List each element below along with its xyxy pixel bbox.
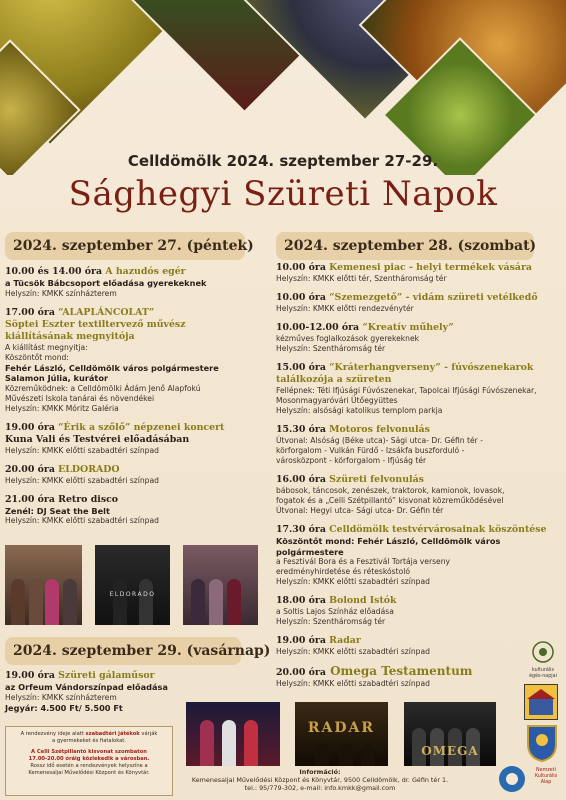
- event-name: A hazudós egér: [105, 266, 186, 277]
- event-testvervarosok: [276, 524, 558, 587]
- event-name: Szüreti gálaműsor: [58, 670, 155, 681]
- event-name: Celldömölk testvérvárosainak köszöntése: [329, 524, 547, 535]
- route: városközpont - körforgalom - Ifjúság tér: [276, 456, 427, 465]
- event-name: Motoros felvonulás: [329, 424, 430, 435]
- notice-text: A rendezvény ideje alatt: [20, 731, 86, 737]
- event-kreativ-muhely: [276, 322, 558, 354]
- exhibition-opener: Salamon Júlia, kurátor: [5, 373, 108, 383]
- event-time: 20.00 óra: [276, 667, 326, 678]
- day-heading-saturday: 2024. szeptember 28. (szombat): [276, 232, 534, 260]
- event-kemenesi-piac: [276, 262, 558, 284]
- nka-icon: [497, 764, 527, 794]
- event-dates: Celldömölk 2024. szeptember 27-29.: [127, 152, 439, 170]
- event-detail: Kuna Vali és Testvérei előadásában: [5, 433, 190, 445]
- header-photo-collage: [0, 0, 566, 175]
- event-detail: bábosok, táncosok, zenészek, traktorok, kamionok, lovasok,: [276, 486, 505, 495]
- contact-info: [170, 768, 470, 792]
- event-venue: Helyszín: KMKK előtti szabadtéri színpad: [276, 679, 430, 688]
- event-kraterhangverseny: [276, 362, 558, 416]
- eldorado-caption: ELDORADO: [109, 591, 156, 598]
- event-name: “Szemezgető” - vidám szüreti vetélkedő: [329, 292, 538, 303]
- event-venue: Helyszín: KMKK előtti szabadtéri színpad: [5, 475, 159, 485]
- band-photo-eldorado: [95, 545, 170, 625]
- page-title: Sághegyi Szüreti Napok: [68, 174, 498, 214]
- logo-text: kulturális: [531, 668, 554, 673]
- route: Útvonal: Alsóság (Béke utca)- Sági utca- Dr. Géfin tér -: [276, 436, 483, 445]
- greeting-speaker: Köszöntőt mond: Fehér László, Celldömölk város: [276, 536, 501, 546]
- event-detail: az Orfeum Vándorszínpad előadása: [5, 682, 168, 692]
- ticket-price: Jegyár: 4.500 Ft/ 5.500 Ft: [5, 702, 123, 713]
- notice-text: Rossz idő esetén a rendezvények helyszíne a: [30, 763, 148, 769]
- friday-events: [5, 266, 270, 534]
- event-szemezgeto: [276, 292, 558, 314]
- logo-text: Alap: [540, 780, 552, 785]
- event-omega-testamentum: [276, 665, 558, 689]
- event-name: “Kreatív műhely”: [362, 322, 454, 333]
- event-venue: Helyszín: KMKK színházterem: [5, 288, 117, 298]
- event-radar: [276, 635, 558, 657]
- kulturalis-orokseg-logo: [525, 640, 561, 680]
- event-name: Retro disco: [58, 493, 119, 505]
- logo-text: Kulturális: [534, 774, 558, 779]
- greeting-label: Köszöntőt mond:: [5, 352, 69, 362]
- event-detail: Fellépnek: Téti Ifjúsági Fúvószenekar, Tapolcai Ifjúsági Fúvószenekar,: [276, 386, 537, 395]
- celldomolk-crest: [526, 724, 558, 762]
- day-heading-sunday: 2024. szeptember 29. (vasárnap): [5, 637, 241, 665]
- notice-text: Kemenesaljai Művelődési Központ és Könyvtár.: [28, 770, 150, 776]
- greeting-speaker: Fehér László, Celldömölk város polgármestere: [5, 362, 219, 373]
- event-time: 10.00 óra: [276, 262, 326, 273]
- nka-logo-text: [528, 768, 564, 786]
- logo-text: égés-napjai: [529, 674, 557, 679]
- event-venue: Helyszín: KMKK előtti tér, Szentháromság tér: [276, 274, 447, 283]
- event-time: 21.00 óra: [5, 493, 55, 505]
- greeting-speaker: polgármestere: [276, 546, 344, 557]
- day-heading-friday: 2024. szeptember 27. (péntek): [5, 232, 245, 260]
- event-motoros-felvonulas: [276, 424, 558, 466]
- event-detail: eredményhirdetése és réteskóstoló: [276, 567, 410, 576]
- info-contact: tel.: 95/779-302, e-mail: info.kmkk@gmail.com: [244, 784, 396, 792]
- event-time: 17.00 óra: [5, 306, 55, 318]
- event-time: 10.00 és 14.00 óra: [5, 266, 103, 277]
- omega-caption: OMEGA: [421, 744, 479, 758]
- event-time: 18.00 óra: [276, 595, 326, 606]
- event-alaplancolat: [5, 307, 270, 414]
- route: Útvonal: Hegyi utca- Sági utca- Dr. Géfin tér: [276, 506, 444, 515]
- event-eldorado: [5, 464, 270, 486]
- event-name: Omega Testamentum: [330, 664, 473, 678]
- event-name: Bolond Istók: [329, 595, 397, 606]
- info-label: Információ:: [299, 768, 341, 776]
- contributors: Közreműködnek: a Celldömölki Ádám Jenő Alapfokú: [5, 383, 201, 393]
- radar-band-photo: [295, 702, 388, 766]
- event-venue: Helyszín: KMKK előtti rendezvénytér: [276, 304, 414, 313]
- event-venue: Helyszín: KMKK színházterem: [5, 692, 117, 702]
- event-time: 19.00 óra: [5, 421, 55, 433]
- notice-train: 17.00-20.00 óráig közlekedik a városban.: [28, 756, 150, 762]
- exhibition-opener-label: A kiállítást megnyitja:: [5, 342, 88, 352]
- event-detail: a Soltis Lajos Színház előadása: [276, 607, 394, 616]
- band-photo-kuna-vali: [5, 545, 82, 625]
- event-venue: Helyszín: KMKK Móritz Galéria: [5, 403, 119, 413]
- event-venue: Helyszín: alsósági katolikus templom parkja: [276, 406, 443, 415]
- event-retro-disco: [5, 494, 270, 527]
- logo-text: Nemzeti: [536, 768, 556, 773]
- event-venue: Helyszín: KMKK előtti szabadtéri színpad: [276, 577, 430, 586]
- building-icon: [525, 685, 557, 719]
- event-detail: Söptei Eszter textiltervező művész: [5, 318, 186, 330]
- coat-of-arms-icon: [526, 724, 558, 762]
- saturday-events: [276, 262, 558, 697]
- info-notice-box: [5, 726, 173, 796]
- event-time: 10.00-12.00 óra: [276, 322, 360, 333]
- event-bolond-istok: [276, 595, 558, 627]
- notice-text: a gyermekeket és fiatalokat.: [52, 738, 126, 744]
- event-venue: Helyszín: KMKK előtti szabadtéri színpad: [276, 647, 430, 656]
- event-name: ELDORADO: [58, 463, 120, 475]
- event-name: “Kráterhangverseny” - fúvószenekarok: [329, 362, 534, 373]
- event-erik-a-szolo: [5, 422, 270, 456]
- nka-logo-circle: [497, 764, 527, 794]
- event-detail: Mosonmagyaróvári Ütőegyüttes: [276, 396, 398, 405]
- event-name: Szüreti felvonulás: [329, 474, 424, 485]
- event-time: 15.00 óra: [276, 362, 326, 373]
- event-time: 17.30 óra: [276, 524, 326, 535]
- event-detail: kézműves foglalkozások gyerekeknek: [276, 334, 420, 343]
- event-detail: fogatok és a „Celli Szétpillantó” kisvonat közreműködésével: [276, 496, 504, 505]
- event-name: Radar: [329, 635, 361, 646]
- info-address: Kemenesaljai Művelődési Központ és Könyvtár, 9500 Celldömölk, dr. Géfin tér 1.: [191, 776, 449, 784]
- event-name: “ALAPLÁNCOLAT”: [58, 306, 155, 318]
- notice-text: várják: [139, 731, 158, 737]
- radar-caption: RADAR: [307, 720, 376, 736]
- notice-highlight: szabadtéri játékok: [85, 731, 140, 737]
- event-time: 20.00 óra: [5, 463, 55, 475]
- event-detail: Zenél: DJ Seat the Belt: [5, 505, 110, 516]
- contributors: Művészeti Iskola tanárai és növendékei: [5, 393, 155, 403]
- event-venue: Helyszín: KMKK előtti szabadtéri színpad: [5, 445, 159, 455]
- event-venue: Helyszín: Szentháromság tér: [276, 617, 386, 626]
- event-detail: a Fesztivál Bora és a Fesztivál Tortája verseny: [276, 557, 451, 566]
- gala-show-photo: [186, 702, 280, 766]
- event-time: 19.00 óra: [5, 670, 55, 681]
- omega-band-photo: [404, 702, 496, 766]
- kmkk-logo: [524, 684, 558, 720]
- event-time: 10.00 óra: [276, 292, 326, 303]
- event-venue: Helyszín: Szentháromság tér: [276, 344, 386, 353]
- event-name-cont: találkozója a szüreten: [276, 374, 392, 385]
- event-venue: Helyszín: KMKK előtti szabadtéri színpad: [5, 516, 159, 525]
- event-detail: a Tücsök Bábcsoport előadása gyerekeknek: [5, 278, 207, 288]
- event-hazudos-eger: [5, 266, 270, 299]
- event-detail: kiállításának megnyitója: [5, 330, 135, 342]
- cast-photo-orfeum: [183, 545, 258, 625]
- event-name: “Érik a szőlő” népzenei koncert: [58, 421, 225, 433]
- route: körforgalom - Vulkán Fürdő - Izsákfa buszforduló -: [276, 446, 465, 455]
- event-szureti-felvonulas: [276, 474, 558, 516]
- event-time: 16.00 óra: [276, 474, 326, 485]
- event-time: 19.00 óra: [276, 635, 326, 646]
- event-name: Kemenesi piac - helyi termékek vására: [329, 262, 532, 273]
- notice-train: A Celli Szétpillantó kisvonat szombaton: [31, 749, 147, 755]
- heritage-icon: [525, 640, 561, 664]
- event-time: 15.30 óra: [276, 424, 326, 435]
